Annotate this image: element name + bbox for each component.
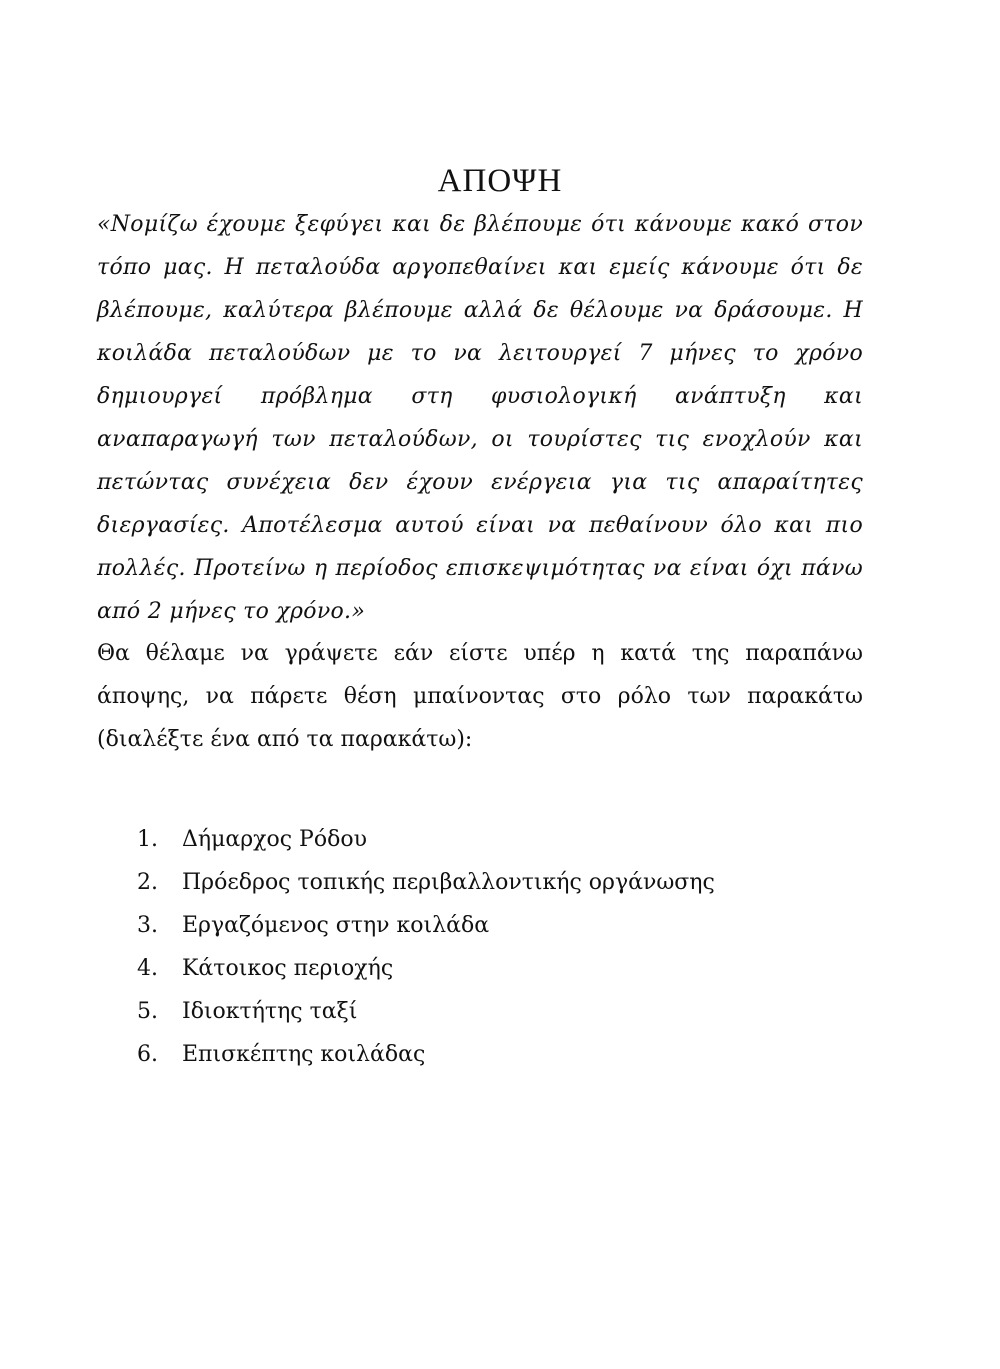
- list-item: [137, 947, 715, 990]
- opinion-quote: «Νομίζω έχουμε ξεφύγει και δε βλέπουμε ότι κάνουμε κακό στον τόπο μας. Η πεταλούδα αργοπεθαίνει και εμείς κάνουμε ότι δε βλέπουμε, καλύτερα βλέπουμε αλλά δε θέλουμε να δράσουμε. Η κοιλάδα πεταλούδων με το να λειτουργεί 7 μήνες το χρόνο δημιουργεί πρόβλημα στη φυσιολογική ανάπτυξη και αναπαραγωγή των πεταλούδων, οι τουρίστες τις ενοχλούν και πετώντας συνέχεια δεν έχουν ενέργεια για τις απαραίτητες διεργασίες. Αποτέλεσμα αυτού είναι να πεθαίνουν όλο και πιο πολλές. Προτείνω η περίοδος επισκεψιμότητας να είναι όχι πάνω από 2 μήνες το χρόνο.»: [97, 212, 863, 624]
- list-item-label: Κάτοικος περιοχής: [182, 956, 394, 981]
- page-title: ΑΠΟΨΗ: [437, 163, 563, 199]
- list-item-number: 2.: [137, 870, 158, 895]
- list-item-label: Ιδιοκτήτης ταξί: [182, 999, 358, 1024]
- list-item-number: 4.: [137, 956, 158, 981]
- list-item-label: Δήμαρχος Ρόδου: [182, 827, 367, 852]
- list-item: [137, 990, 715, 1033]
- list-item: [137, 904, 715, 947]
- instruction-paragraph: Θα θέλαμε να γράψετε εάν είστε υπέρ η κατά της παραπάνω άποψης, να πάρετε θέση μπαίνοντας στο ρόλο των παρακάτω (διαλέξτε ένα από τα παρακάτω):: [97, 641, 863, 752]
- list-item: [137, 818, 715, 861]
- list-item-number: 5.: [137, 999, 158, 1024]
- list-item: [137, 1033, 715, 1076]
- role-options-list: [137, 818, 715, 1076]
- list-item-number: 3.: [137, 913, 158, 938]
- list-item-label: Εργαζόμενος στην κοιλάδα: [182, 913, 490, 938]
- list-item-number: 1.: [137, 827, 158, 852]
- list-item: [137, 861, 715, 904]
- list-item-label: Επισκέπτης κοιλάδας: [182, 1042, 426, 1067]
- list-item-number: 6.: [137, 1042, 158, 1067]
- list-item-label: Πρόεδρος τοπικής περιβαλλοντικής οργάνωσης: [182, 870, 715, 895]
